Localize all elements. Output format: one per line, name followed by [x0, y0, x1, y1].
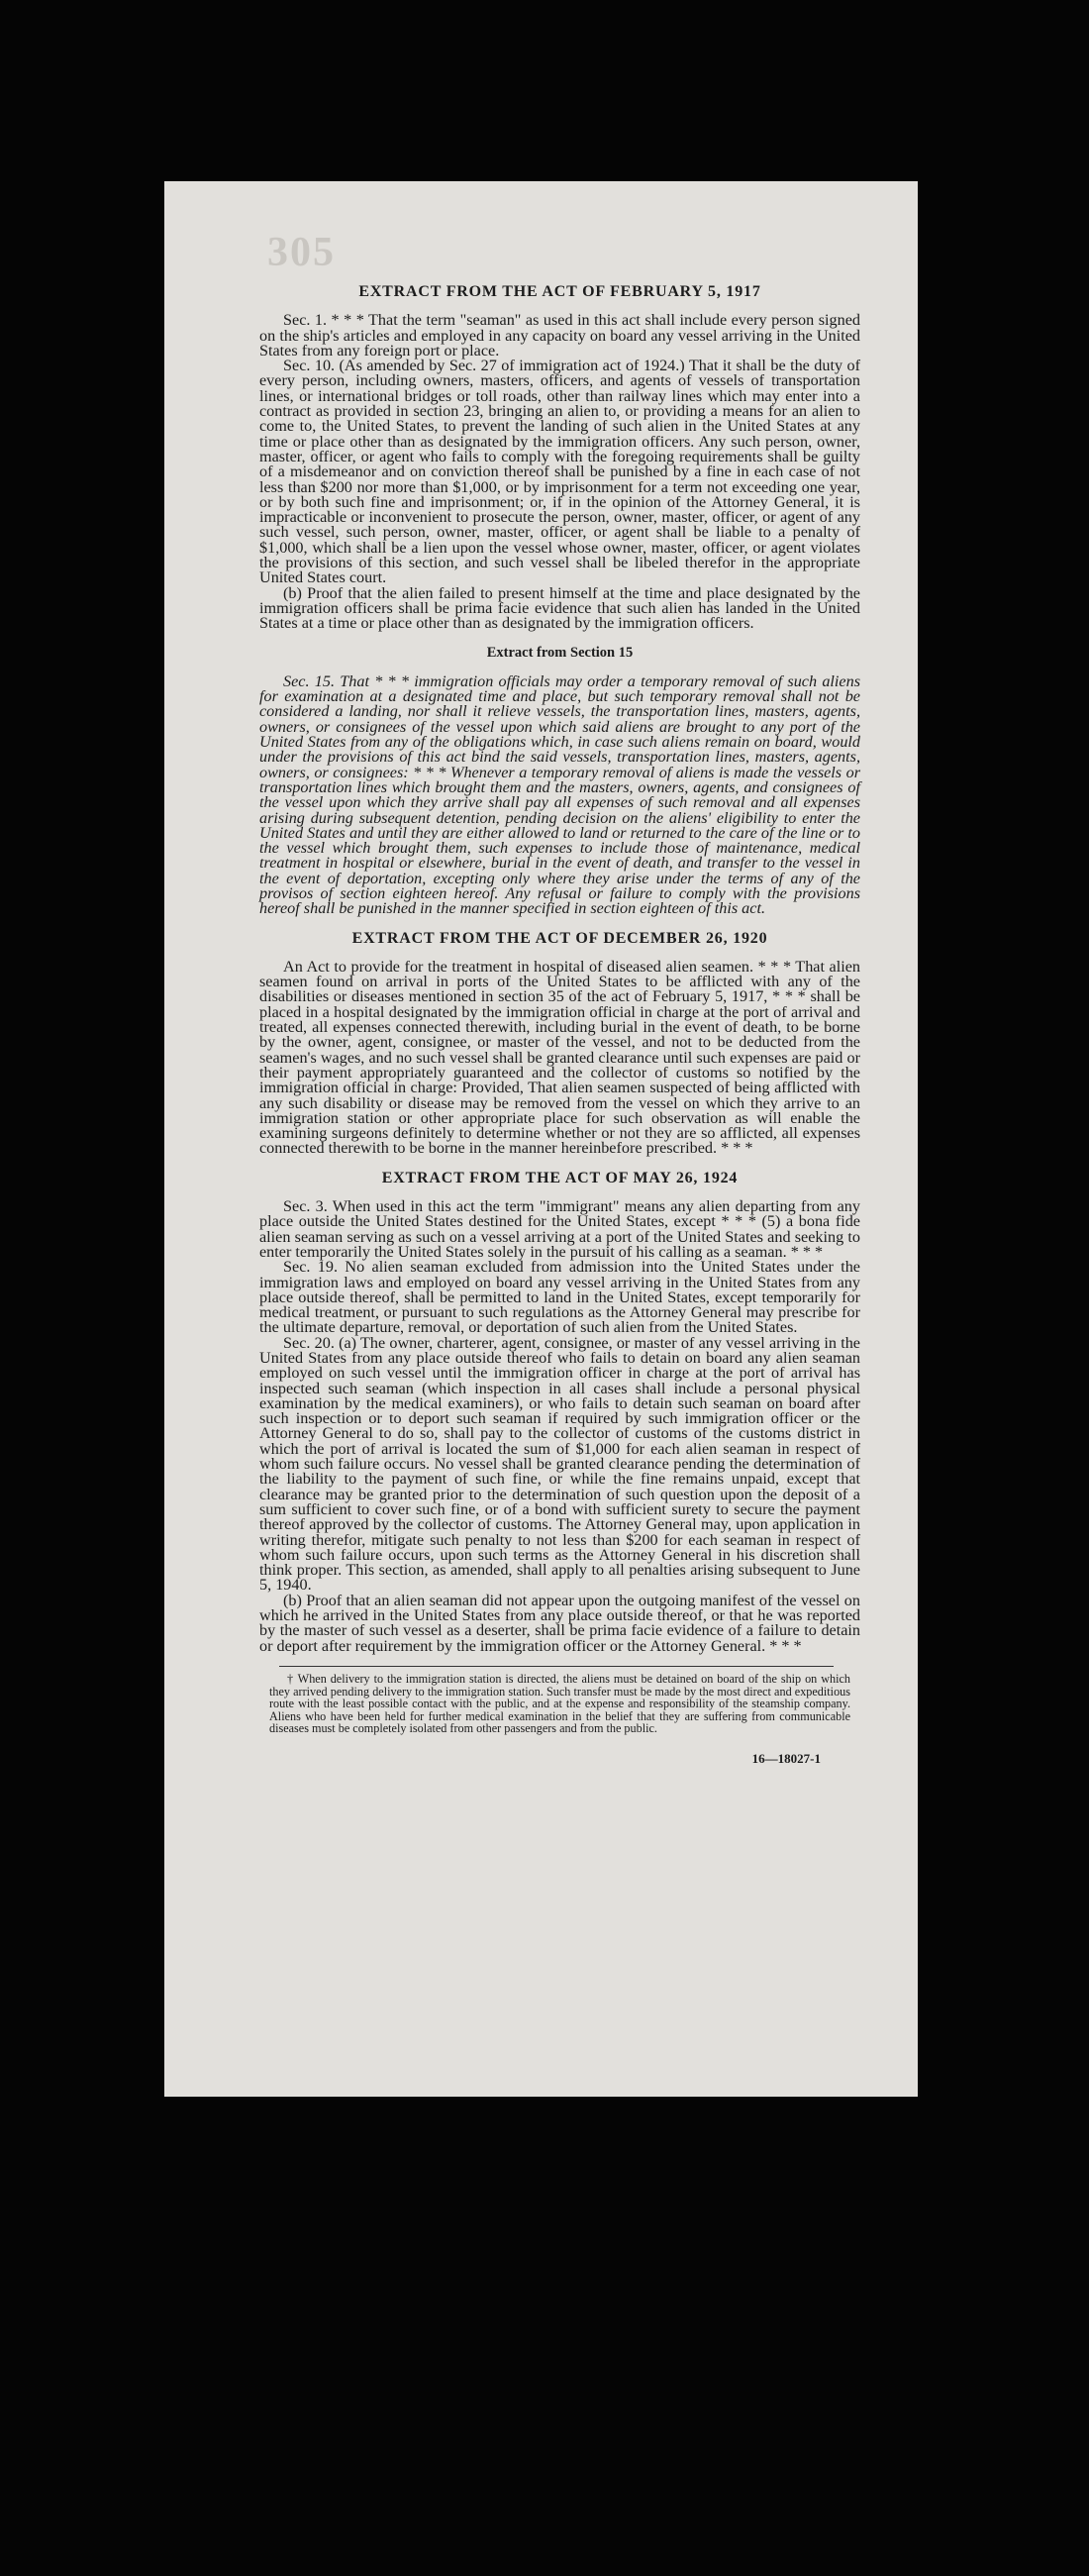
- document-page: [164, 181, 918, 2097]
- footnote: † When delivery to the immigration station is directed, the aliens must be detained on board of the ship on which they arrived pending delivery to the immigration station. Such transfer must be made by the most direct and expeditious route with the least possible contact with the public, and at the expense and responsibility of the steamship company. Aliens who have been held for further medical examination in the belief that they are suffering from communicable diseases must be completely isolated from other passengers and from the public.: [269, 1671, 850, 1736]
- act-1917-section-10b: (b) Proof that the alien failed to present himself at the time and place designated by the immigration officers shall be prima facie evidence that such alien has landed in the United States at a time or place other than as designated by the immigration officers.: [259, 583, 860, 633]
- page-stamp-number: 305: [267, 230, 336, 275]
- footnote-divider: [279, 1666, 834, 1667]
- document-content: [259, 284, 860, 1766]
- heading-section-15: Extract from Section 15: [486, 644, 634, 661]
- heading-act-1917: EXTRACT FROM THE ACT OF FEBRUARY 5, 1917: [358, 283, 761, 300]
- heading-act-1920: EXTRACT FROM THE ACT OF DECEMBER 26, 1920: [351, 929, 768, 947]
- form-number: 16—18027-1: [751, 1750, 821, 1766]
- act-1917-section-10: Sec. 10. (As amended by Sec. 27 of immigration act of 1924.) That it shall be the duty of every person, including owners, masters, officers, and agents of vessels of transportation lines, or international bridges or toll roads, other than railway lines which may enter into a contract as provided in section 23, bringing an alien to, or providing a means for an alien to come to, the United States, to prevent the landing of such alien in the United States at any time or place other than as designated by the immigration officers. Any such person, owner, master, officer, or agent who fails to comply with the foregoing requirements shall be guilty of a misdemeanor and on conviction thereof shall be punished by a fine in each case of not less than $200 nor more than $1,000, or by imprisonment for a term not exceeding one year, or by both such fine and imprisonment; or, if in the opinion of the Attorney General, it is impracticable or inconvenient to prosecute the person, owner, master, officer, or agent of any such vessel, such person, owner, master, officer, or agent shall be liable to a penalty of $1,000, which shall be a lien upon the vessel whose owner, master, officer, or agent violates the provisions of this section, and such vessel shall be libeled therefor in the appropriate United States court.: [259, 357, 860, 587]
- act-1924-section-19: Sec. 19. No alien seaman excluded from admission into the United States under the immigration laws and employed on board any vessel arriving in the United States from any place outside thereof, shall be permitted to land in the United States, except temporarily for medical treatment, or pursuant to such regulations as the Attorney General may prescribe for the ultimate departure, removal, or deportation of such alien from the United States.: [259, 1258, 860, 1337]
- act-1920-text: An Act to provide for the treatment in hospital of diseased alien seamen. * * * That alien seamen found on arrival in ports of the United States to be afflicted with any of the disabilities or diseases mentioned in section 35 of the act of February 5, 1917, * * * shall be placed in a hospital designated by the immigration official in charge at the port of arrival and treated, all expenses connected therewith, including burial in the event of death, to be borne by the owner, agent, consignee, or master of the vessel, and not to be deducted from the seamen's wages, and no such vessel shall be granted clearance until such expenses are paid or their payment appropriately guaranteed and the collector of customs so notified by the immigration official in charge: Provided, That alien seamen suspected of being afflicted with any such disability or disease may be removed from the vessel on which they arrive to an immigration station or other appropriate place for such observation as will enable the examining surgeons definitely to determine whether or not they are so afflicted, all expenses connected therewith to be borne in the manner hereinbefore prescribed. * * *: [259, 957, 860, 1158]
- act-1924-section-3: Sec. 3. When used in this act the term "immigrant" means any alien departing from any place outside the United States destined for the United States, except * * * (5) a bona fide alien seaman serving as such on a vessel arriving at a port of the United States and seeking to enter temporarily the United States solely in the pursuit of his calling as a seaman. * * *: [259, 1197, 860, 1261]
- heading-act-1924: EXTRACT FROM THE ACT OF MAY 26, 1924: [381, 1169, 739, 1186]
- act-1924-section-20b: (b) Proof that an alien seaman did not appear upon the outgoing manifest of the vessel on which he arrived in the United States from any place outside thereof, or that he was reported by the master of such vessel as a deserter, shall be prima facie evidence of a failure to detain or deport after requirement by the immigration officer or the Attorney General. * * *: [259, 1591, 860, 1655]
- act-1924-section-20a: Sec. 20. (a) The owner, charterer, agent, consignee, or master of any vessel arriving in the United States from any place outside thereof who fails to detain on board any alien seaman employed on such vessel until the immigration officer in charge at the port of arrival has inspected such seaman (which inspection in all cases shall include a personal physical examination by the medical examiners), or who fails to detain such seaman on board after such inspection or to deport such seaman if required by such immigration officer or the Attorney General to do so, shall pay to the collector of customs of the customs district in which the port of arrival is located the sum of $1,000 for each alien seaman in respect of whom such failure occurs. No vessel shall be granted clearance pending the determination of the liability to the payment of such fine, or while the fine remains unpaid, except that clearance may be granted prior to the determination of such question upon the deposit of a sum sufficient to cover such fine, or of a bond with sufficient surety to secure the payment thereof approved by the collector of customs. The Attorney General may, upon application in writing therefor, mitigate such penalty to not less than $200 for each seaman in respect of whom such failure occurs, upon such terms as the Attorney General in his discretion shall think proper. This section, as amended, shall apply to all penalties arising subsequent to June 5, 1940.: [259, 1333, 860, 1595]
- act-1917-section-1: Sec. 1. * * * That the term "seaman" as used in this act shall include every person signed on the ship's articles and employed in any capacity on board any vessel arriving in the United States from any foreign port or place.: [259, 311, 860, 360]
- section-15-text: Sec. 15. That * * * immigration officials may order a temporary removal of such aliens for examination at a designated time and place, but such temporary removal shall not be considered a landing, nor shall it relieve vessels, the transportation lines, masters, agents, owners, or consignees of the vessel upon which said aliens are brought to any port of the United States from any of the obligations which, in case such aliens remain on board, would under the provisions of this act bind the said vessels, transportation lines, masters, agents, owners, or consignees: * * * Whenever a temporary removal of aliens is made the vessels or transportation lines which brought them and the masters, owners, agents, and consignees of the vessel upon which they arrive shall pay all expenses of such removal and all expenses arising during subsequent detention, pending decision on the aliens' eligibility to enter the United States and until they are either allowed to land or returned to the care of the line or to the vessel which brought them, such expenses to include those of maintenance, medical treatment in hospital or elsewhere, burial in the event of death, and transfer to the vessel in the event of deportation, excepting only where they arise under the terms of any of the provisos of section eighteen hereof. Any refusal or failure to comply with the provisions hereof shall be punished in the manner specified in section eighteen of this act.: [259, 671, 860, 918]
